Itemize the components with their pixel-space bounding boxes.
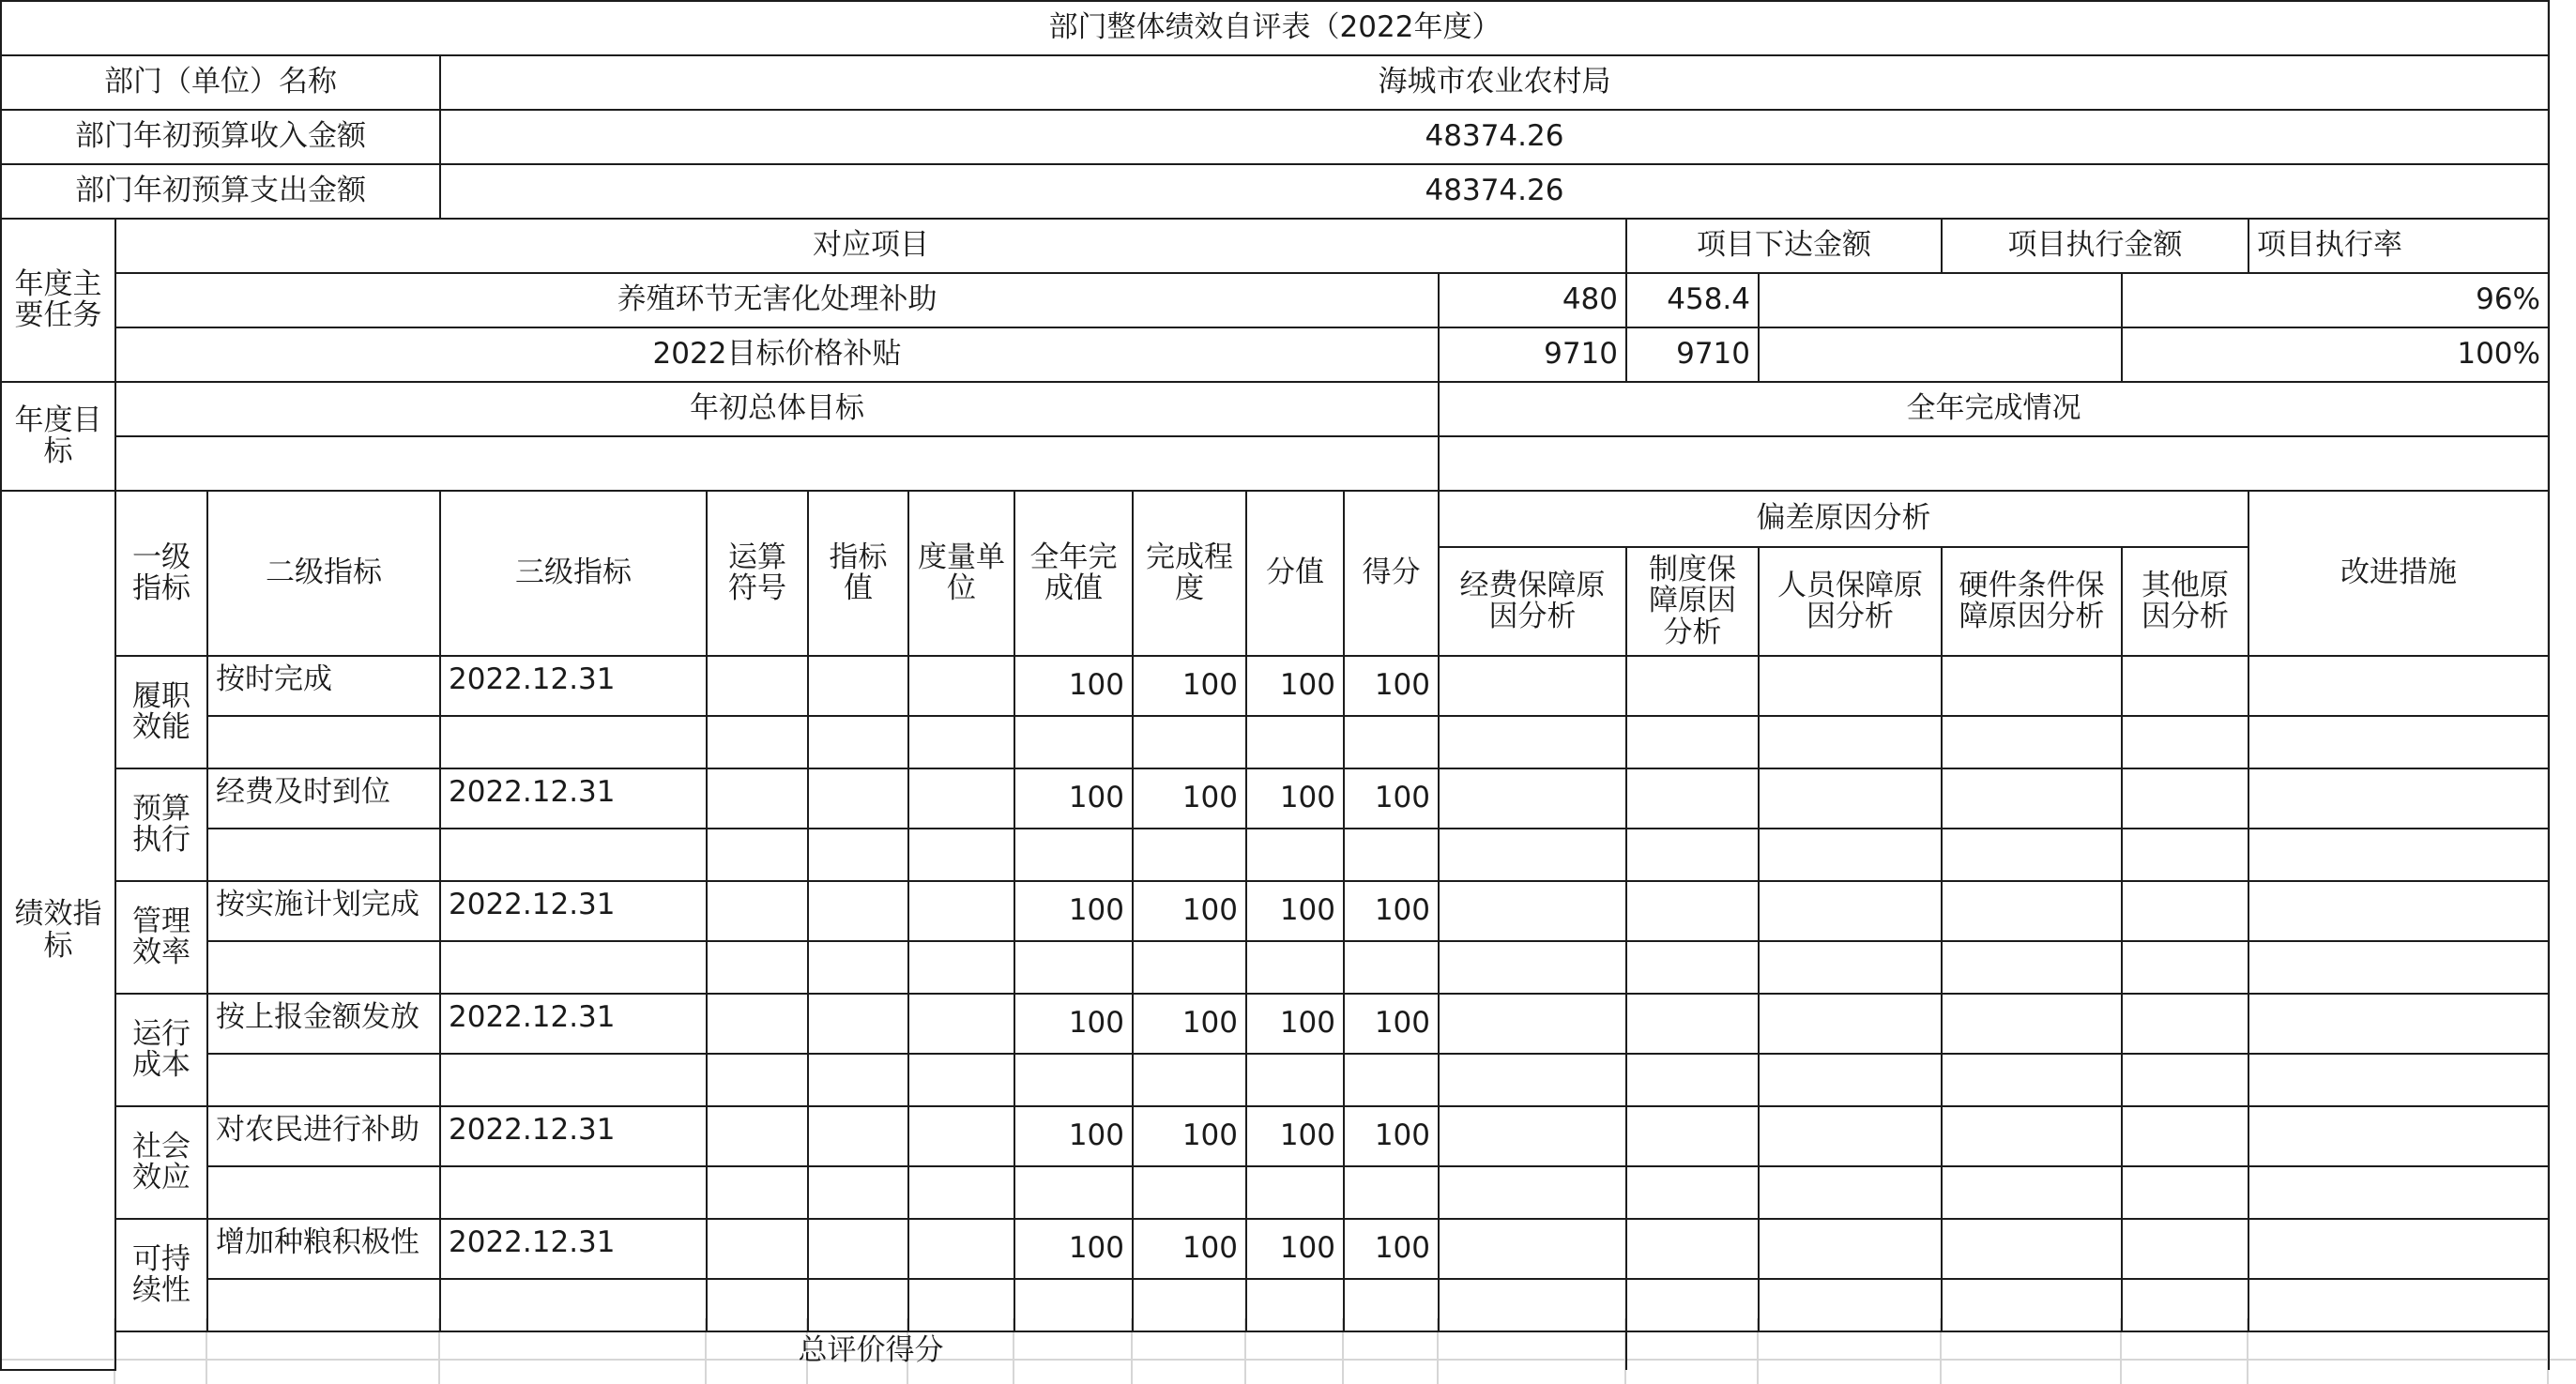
ind-header-level1: 一级指标 xyxy=(115,491,207,656)
ind-target[interactable] xyxy=(808,881,908,941)
ind-cell[interactable] xyxy=(440,1279,707,1331)
ind-improve[interactable] xyxy=(2248,656,2549,716)
ind-cell[interactable] xyxy=(2248,1279,2549,1331)
ind-cell[interactable] xyxy=(440,1166,707,1219)
ind-cell[interactable] xyxy=(1133,1054,1246,1106)
ind-cell[interactable] xyxy=(1014,1279,1133,1331)
ind-unit[interactable] xyxy=(908,1106,1014,1166)
ind-level2[interactable]: 按实施计划完成 xyxy=(207,881,440,941)
ind-dev-personnel[interactable] xyxy=(1759,881,1942,941)
ind-score-value[interactable]: 100 xyxy=(1246,656,1344,716)
ind-cell[interactable] xyxy=(1942,1054,2122,1106)
ind-cell[interactable] xyxy=(440,716,707,768)
ind-cell[interactable] xyxy=(1626,1166,1759,1219)
ind-dev-other[interactable] xyxy=(2122,1106,2248,1166)
task-row xyxy=(1,327,2549,382)
ind-dev-system[interactable] xyxy=(1626,1219,1759,1279)
ind-dev-system[interactable] xyxy=(1626,656,1759,716)
ind-target[interactable] xyxy=(808,994,908,1054)
tasks-header-project: 对应项目 xyxy=(115,219,1626,273)
ind-level1[interactable]: 可持续性 xyxy=(115,1219,207,1331)
ind-score[interactable]: 100 xyxy=(1344,1219,1439,1279)
ind-cell[interactable] xyxy=(1759,1166,1942,1219)
ind-cell[interactable] xyxy=(908,829,1014,881)
ind-header-dev-other: 其他原因分析 xyxy=(2122,547,2248,656)
tasks-header-executed: 项目执行金额 xyxy=(1942,219,2248,273)
ind-cell[interactable] xyxy=(1133,829,1246,881)
ind-improve[interactable] xyxy=(2248,768,2549,829)
ind-actual[interactable]: 100 xyxy=(1014,1106,1133,1166)
ind-dev-hardware[interactable] xyxy=(1942,768,2122,829)
indicators-section-label: 绩效指标 xyxy=(1,491,115,1370)
ind-cell[interactable] xyxy=(440,1054,707,1106)
ind-dev-other[interactable] xyxy=(2122,1219,2248,1279)
ind-level1[interactable]: 管理效率 xyxy=(115,881,207,994)
ind-dev-hardware[interactable] xyxy=(1942,881,2122,941)
ind-level3[interactable]: 2022.12.31 xyxy=(440,1106,707,1166)
indicator-row xyxy=(1,768,2549,829)
ind-score-value[interactable]: 100 xyxy=(1246,1106,1344,1166)
ind-dev-hardware[interactable] xyxy=(1942,1106,2122,1166)
ind-improve[interactable] xyxy=(2248,881,2549,941)
ind-dev-system[interactable] xyxy=(1626,994,1759,1054)
ind-cell[interactable] xyxy=(1942,1279,2122,1331)
ind-cell[interactable] xyxy=(1014,716,1133,768)
ind-cell[interactable] xyxy=(1344,829,1439,881)
ind-cell[interactable] xyxy=(1014,1054,1133,1106)
ind-dev-hardware[interactable] xyxy=(1942,656,2122,716)
task-rate[interactable]: 96% xyxy=(2122,273,2549,327)
ind-cell[interactable] xyxy=(1133,716,1246,768)
ind-score-value[interactable]: 100 xyxy=(1246,881,1344,941)
ind-header-dev-personnel: 人员保障原因分析 xyxy=(1759,547,1942,656)
ind-level3[interactable]: 2022.12.31 xyxy=(440,1219,707,1279)
ind-cell[interactable] xyxy=(707,941,808,994)
ind-cell[interactable] xyxy=(1344,1279,1439,1331)
ind-cell[interactable] xyxy=(808,1279,908,1331)
ind-score-value[interactable]: 100 xyxy=(1246,994,1344,1054)
ind-unit[interactable] xyxy=(908,1219,1014,1279)
task-executed[interactable]: 458.4 xyxy=(1626,273,1759,327)
ind-cell[interactable] xyxy=(2248,716,2549,768)
ind-dev-other[interactable] xyxy=(2122,768,2248,829)
ind-cell[interactable] xyxy=(908,1166,1014,1219)
total-score-label: 总评价得分 xyxy=(115,1331,1626,1370)
ind-cell[interactable] xyxy=(1133,1279,1246,1331)
task-project[interactable]: 养殖环节无害化处理补助 xyxy=(115,273,1439,327)
ind-cell[interactable] xyxy=(808,1166,908,1219)
ind-degree[interactable]: 100 xyxy=(1133,994,1246,1054)
ind-dev-personnel[interactable] xyxy=(1759,768,1942,829)
dept-expense-value[interactable]: 48374.26 xyxy=(440,164,2549,219)
ind-cell[interactable] xyxy=(2122,1279,2248,1331)
ind-dev-funding[interactable] xyxy=(1439,1219,1626,1279)
ind-cell[interactable] xyxy=(2248,1054,2549,1106)
ind-level2[interactable]: 对农民进行补助 xyxy=(207,1106,440,1166)
ind-cell[interactable] xyxy=(2122,829,2248,881)
ind-cell[interactable] xyxy=(1626,1054,1759,1106)
ind-cell[interactable] xyxy=(808,1054,908,1106)
ind-cell[interactable] xyxy=(1246,829,1344,881)
ind-target[interactable] xyxy=(808,1219,908,1279)
ind-level1[interactable]: 履职效能 xyxy=(115,656,207,768)
ind-cell[interactable] xyxy=(908,716,1014,768)
ind-header-actual: 全年完成值 xyxy=(1014,491,1133,656)
ind-level1[interactable]: 预算执行 xyxy=(115,768,207,881)
ind-degree[interactable]: 100 xyxy=(1133,1219,1246,1279)
ind-cell[interactable] xyxy=(1439,716,1626,768)
ind-cell[interactable] xyxy=(440,829,707,881)
indicator-row xyxy=(1,881,2549,941)
ind-cell[interactable] xyxy=(1759,716,1942,768)
ind-cell[interactable] xyxy=(2122,716,2248,768)
ind-header-dev-system: 制度保障原因分析 xyxy=(1626,547,1759,656)
ind-dev-hardware[interactable] xyxy=(1942,994,2122,1054)
ind-unit[interactable] xyxy=(908,768,1014,829)
dept-expense-label: 部门年初预算支出金额 xyxy=(1,164,440,219)
task-executed[interactable]: 9710 xyxy=(1626,327,1759,382)
goals-initial-header: 年初总体目标 xyxy=(115,382,1439,436)
ind-header-level3: 三级指标 xyxy=(440,491,707,656)
task-rate[interactable]: 100% xyxy=(2122,327,2549,382)
ind-header-score: 得分 xyxy=(1344,491,1439,656)
ind-level3[interactable]: 2022.12.31 xyxy=(440,881,707,941)
ind-header-dev-hardware: 硬件条件保障原因分析 xyxy=(1942,547,2122,656)
dept-income-value[interactable]: 48374.26 xyxy=(440,110,2549,164)
ind-improve[interactable] xyxy=(2248,1106,2549,1166)
ind-dev-system[interactable] xyxy=(1626,768,1759,829)
ind-cell[interactable] xyxy=(2122,1166,2248,1219)
indicator-row xyxy=(1,994,2549,1054)
ind-dev-hardware[interactable] xyxy=(1942,1219,2122,1279)
ind-cell[interactable] xyxy=(908,941,1014,994)
ind-score[interactable]: 100 xyxy=(1344,656,1439,716)
ind-cell[interactable] xyxy=(1439,1279,1626,1331)
ind-header-operator: 运算符号 xyxy=(707,491,808,656)
ind-cell[interactable] xyxy=(808,829,908,881)
ind-header-level2: 二级指标 xyxy=(207,491,440,656)
ind-level2[interactable]: 经费及时到位 xyxy=(207,768,440,829)
ind-cell[interactable] xyxy=(1133,1166,1246,1219)
ind-cell[interactable] xyxy=(2248,941,2549,994)
ind-dev-funding[interactable] xyxy=(1439,994,1626,1054)
ind-dev-personnel[interactable] xyxy=(1759,1219,1942,1279)
ind-cell[interactable] xyxy=(707,716,808,768)
ind-cell[interactable] xyxy=(207,941,440,994)
ind-dev-personnel[interactable] xyxy=(1759,1106,1942,1166)
ind-cell[interactable] xyxy=(1246,941,1344,994)
ind-target[interactable] xyxy=(808,656,908,716)
ind-level3[interactable]: 2022.12.31 xyxy=(440,768,707,829)
indicator-row xyxy=(1,1106,2549,1166)
ind-cell[interactable] xyxy=(908,1054,1014,1106)
ind-dev-other[interactable] xyxy=(2122,656,2248,716)
task-row xyxy=(1,273,2549,327)
ind-cell[interactable] xyxy=(1246,1279,1344,1331)
ind-dev-personnel[interactable] xyxy=(1759,994,1942,1054)
table-title: 部门整体绩效自评表（2022年度） xyxy=(1,1,2549,55)
ind-cell[interactable] xyxy=(1626,829,1759,881)
task-issued[interactable]: 480 xyxy=(1439,273,1626,327)
ind-dev-funding[interactable] xyxy=(1439,881,1626,941)
ind-cell[interactable] xyxy=(1439,829,1626,881)
ind-cell[interactable] xyxy=(207,1054,440,1106)
ind-cell[interactable] xyxy=(207,1279,440,1331)
ind-level2[interactable]: 按上报金额发放 xyxy=(207,994,440,1054)
ind-cell[interactable] xyxy=(1439,1166,1626,1219)
ind-dev-personnel[interactable] xyxy=(1759,656,1942,716)
ind-level3[interactable]: 2022.12.31 xyxy=(440,656,707,716)
tasks-section-label: 年度主要任务 xyxy=(1,219,115,382)
ind-header-degree: 完成程度 xyxy=(1133,491,1246,656)
ind-cell[interactable] xyxy=(1014,941,1133,994)
goals-completion-content[interactable] xyxy=(1439,436,2549,491)
ind-dev-other[interactable] xyxy=(2122,881,2248,941)
ind-degree[interactable]: 100 xyxy=(1133,1106,1246,1166)
tasks-header-rate: 项目执行率 xyxy=(2248,219,2549,273)
ind-cell[interactable] xyxy=(1626,1279,1759,1331)
ind-cell[interactable] xyxy=(207,716,440,768)
ind-unit[interactable] xyxy=(908,656,1014,716)
ind-cell[interactable] xyxy=(1942,716,2122,768)
ind-score[interactable]: 100 xyxy=(1344,994,1439,1054)
ind-level2[interactable]: 增加种粮积极性 xyxy=(207,1219,440,1279)
ind-cell[interactable] xyxy=(707,1054,808,1106)
ind-operator[interactable] xyxy=(707,994,808,1054)
ind-unit[interactable] xyxy=(908,881,1014,941)
ind-actual[interactable]: 100 xyxy=(1014,1219,1133,1279)
ind-cell[interactable] xyxy=(707,1166,808,1219)
ind-operator[interactable] xyxy=(707,881,808,941)
ind-cell[interactable] xyxy=(1014,829,1133,881)
ind-cell[interactable] xyxy=(1759,829,1942,881)
ind-dev-funding[interactable] xyxy=(1439,656,1626,716)
ind-unit[interactable] xyxy=(908,994,1014,1054)
ind-cell[interactable] xyxy=(1344,716,1439,768)
ind-cell[interactable] xyxy=(1344,941,1439,994)
ind-operator[interactable] xyxy=(707,768,808,829)
ind-target[interactable] xyxy=(808,768,908,829)
ind-degree[interactable]: 100 xyxy=(1133,768,1246,829)
ind-actual[interactable]: 100 xyxy=(1014,656,1133,716)
ind-cell[interactable] xyxy=(808,941,908,994)
ind-score-value[interactable]: 100 xyxy=(1246,768,1344,829)
ind-cell[interactable] xyxy=(1246,1054,1344,1106)
ind-header-score-value: 分值 xyxy=(1246,491,1344,656)
task-issued[interactable]: 9710 xyxy=(1439,327,1626,382)
ind-actual[interactable]: 100 xyxy=(1014,768,1133,829)
ind-cell[interactable] xyxy=(2248,829,2549,881)
ind-level2[interactable]: 按时完成 xyxy=(207,656,440,716)
ind-cell[interactable] xyxy=(1942,1166,2122,1219)
ind-dev-system[interactable] xyxy=(1626,881,1759,941)
ind-operator[interactable] xyxy=(707,1219,808,1279)
ind-cell[interactable] xyxy=(440,941,707,994)
ind-cell[interactable] xyxy=(1014,1166,1133,1219)
ind-level1[interactable]: 社会效应 xyxy=(115,1106,207,1219)
ind-cell[interactable] xyxy=(1942,829,2122,881)
goals-section-label: 年度目标 xyxy=(1,382,115,491)
ind-score[interactable]: 100 xyxy=(1344,1106,1439,1166)
ind-header-deviation: 偏差原因分析 xyxy=(1439,491,2248,547)
ind-dev-funding[interactable] xyxy=(1439,1106,1626,1166)
ind-cell[interactable] xyxy=(1344,1054,1439,1106)
ind-header-unit: 度量单位 xyxy=(908,491,1014,656)
ind-cell[interactable] xyxy=(207,1166,440,1219)
ind-cell[interactable] xyxy=(1942,941,2122,994)
goals-initial-content[interactable] xyxy=(115,436,1439,491)
ind-cell[interactable] xyxy=(1759,1279,1942,1331)
ind-improve[interactable] xyxy=(2248,1219,2549,1279)
ind-cell[interactable] xyxy=(1626,716,1759,768)
ind-cell[interactable] xyxy=(1246,1166,1344,1219)
ind-cell[interactable] xyxy=(707,1279,808,1331)
ind-degree[interactable]: 100 xyxy=(1133,656,1246,716)
ind-cell[interactable] xyxy=(1344,1166,1439,1219)
ind-score-value[interactable]: 100 xyxy=(1246,1219,1344,1279)
ind-cell[interactable] xyxy=(1439,1054,1626,1106)
ind-operator[interactable] xyxy=(707,656,808,716)
indicator-row xyxy=(1,656,2549,716)
ind-header-dev-funding: 经费保障原因分析 xyxy=(1439,547,1626,656)
ind-cell[interactable] xyxy=(1439,941,1626,994)
ind-cell[interactable] xyxy=(707,829,808,881)
ind-cell[interactable] xyxy=(1246,716,1344,768)
dept-income-label: 部门年初预算收入金额 xyxy=(1,110,440,164)
ind-header-target: 指标值 xyxy=(808,491,908,656)
ind-dev-funding[interactable] xyxy=(1439,768,1626,829)
indicator-row xyxy=(1,1219,2549,1279)
ind-cell[interactable] xyxy=(1626,941,1759,994)
dept-name-label: 部门（单位）名称 xyxy=(1,55,440,110)
ind-header-improve: 改进措施 xyxy=(2248,491,2549,656)
ind-score[interactable]: 100 xyxy=(1344,881,1439,941)
ind-level1[interactable]: 运行成本 xyxy=(115,994,207,1106)
ind-dev-system[interactable] xyxy=(1626,1106,1759,1166)
ind-degree[interactable]: 100 xyxy=(1133,881,1246,941)
ind-cell[interactable] xyxy=(2248,1166,2549,1219)
total-score-value[interactable] xyxy=(1626,1331,2549,1370)
task-empty-cell[interactable] xyxy=(1759,273,2122,327)
ind-actual[interactable]: 100 xyxy=(1014,881,1133,941)
ind-level3[interactable]: 2022.12.31 xyxy=(440,994,707,1054)
ind-dev-other[interactable] xyxy=(2122,994,2248,1054)
ind-cell[interactable] xyxy=(908,1279,1014,1331)
ind-cell[interactable] xyxy=(2122,1054,2248,1106)
tasks-header-issued: 项目下达金额 xyxy=(1626,219,1942,273)
goals-completion-header: 全年完成情况 xyxy=(1439,382,2549,436)
ind-cell[interactable] xyxy=(808,716,908,768)
ind-cell[interactable] xyxy=(1759,941,1942,994)
task-project[interactable]: 2022目标价格补贴 xyxy=(115,327,1439,382)
ind-cell[interactable] xyxy=(1759,1054,1942,1106)
ind-cell[interactable] xyxy=(1133,941,1246,994)
dept-name-value[interactable]: 海城市农业农村局 xyxy=(440,55,2549,110)
ind-operator[interactable] xyxy=(707,1106,808,1166)
ind-score[interactable]: 100 xyxy=(1344,768,1439,829)
ind-cell[interactable] xyxy=(2122,941,2248,994)
ind-improve[interactable] xyxy=(2248,994,2549,1054)
task-empty-cell[interactable] xyxy=(1759,327,2122,382)
ind-actual[interactable]: 100 xyxy=(1014,994,1133,1054)
ind-target[interactable] xyxy=(808,1106,908,1166)
ind-cell[interactable] xyxy=(207,829,440,881)
